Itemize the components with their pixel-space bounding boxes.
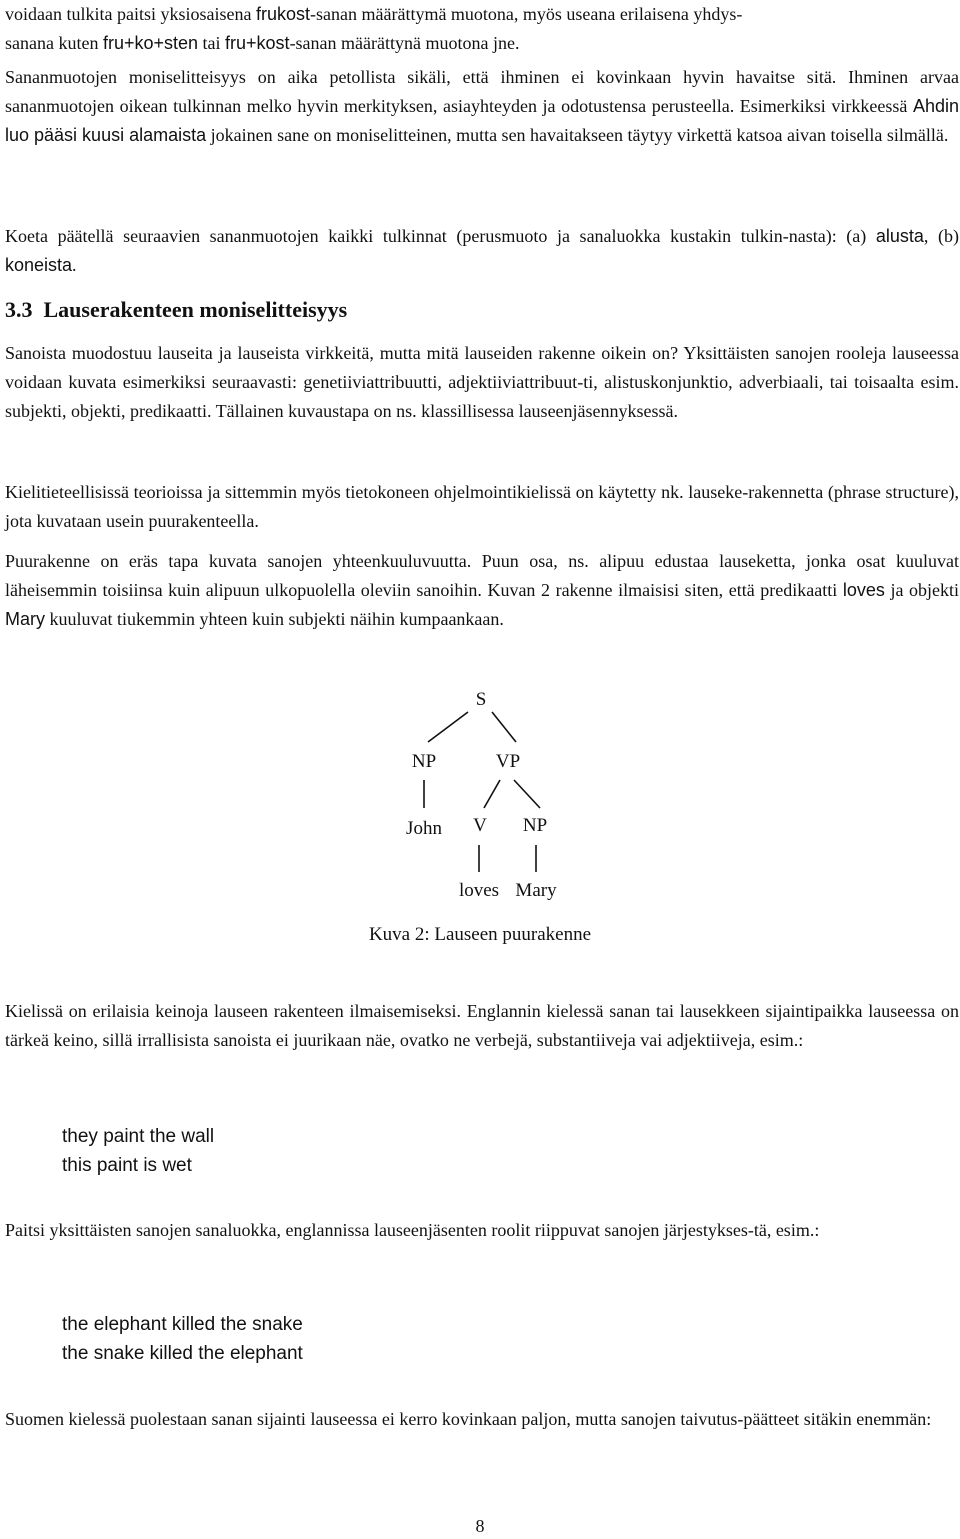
figure-caption: Kuva 2: Lauseen puurakenne: [368, 924, 592, 945]
paragraph-tree-description: Puurakenne on eräs tapa kuvata sanojen yhteenkuuluvuutta. Puun osa, ns. alipuu edustaa lauseketta, jonka osat kuuluvat läheisemmin toisiinsa kuin alipuun ulkopuolella oleviin sanoihin. Kuvan 2 rakenne ilmaisisi siten, että predikaatti loves ja objekti Mary kuuluvat tiukemmin yhteen kuin subjekti näihin kumpaankaan.: [5, 551, 959, 629]
example-word: Mary: [5, 609, 45, 629]
example-word: alusta: [875, 226, 924, 246]
tree-node-mary: Mary: [515, 880, 557, 901]
example-word: koneista: [5, 255, 73, 275]
tree-node-s: S: [475, 689, 487, 710]
paragraph-finnish: Suomen kielessä puolestaan sanan sijainti lauseessa ei kerro kovinkaan paljon, mutta sanojen taivutus-päätteet sitäkin enemmän:: [5, 1409, 932, 1429]
paragraph-intro: voidaan tulkita paitsi yksiosaisena frukost-sanan määrättymä muotona, myös useana erilaisena yhdys- sanana kuten fru+ko+sten tai fru+kost-sanan määrättynä muotona jne.: [5, 4, 743, 53]
section-number: 3.3: [5, 297, 33, 322]
paragraph-word-classes: Paitsi yksittäisten sanojen sanaluokka, englannissa lauseenjäsenten roolit riippuvat sanojen järjestykses-tä, esim.:: [5, 1220, 820, 1240]
edge-vp-v: [484, 780, 500, 808]
tree-node-john: John: [406, 818, 442, 839]
example-list-elephant: [5, 1310, 959, 1368]
edge-s-vp: [492, 712, 516, 742]
paragraph-exercise: Koeta päätellä seuraavien sananmuotojen kaikki tulkinnat (perusmuoto ja sanaluokka kustakin tulkin-nasta): (a) alusta, (b) koneista.: [5, 226, 959, 275]
example-line: they paint the wall: [62, 1126, 215, 1147]
example-list-paint: [5, 1122, 959, 1180]
paragraph-ambiguity: Sananmuotojen moniselitteisyys on aika petollista sikäli, että ihminen ei kovinkaan hyvin havaitse sitä. Ihminen arvaa sananmuotojen oikean tulkinnan melko hyvin merkityksen, asiayhteyden ja odotustensa perusteella. Esimerkiksi virkkeessä Ahdin luo pääsi kuusi alamaista jokainen sane on moniselitteinen, mutta sen havaitakseen täytyy virkettä katsoa aivan toisella silmällä.: [5, 67, 959, 145]
example-line: this paint is wet: [62, 1155, 192, 1176]
edge-s-np: [428, 712, 468, 742]
example-line: the snake killed the elephant: [62, 1343, 303, 1364]
paragraph-word-order: Kielissä on erilaisia keinoja lauseen rakenteen ilmaisemiseksi. Englannin kielessä sanan tai lausekkeen sijaintipaikka lauseessa on tärkeä keino, sillä irrallisista sanoista ei juurikaan näe, ovatko ne verbejä, substantiiveja vai adjektiiveja, esim.:: [5, 1001, 959, 1050]
tree-node-np-object: NP: [522, 815, 548, 836]
paragraph-sentence-structure: Sanoista muodostuu lauseita ja lauseista virkkeitä, mutta mitä lauseiden rakenne oikein on? Yksittäisten sanojen rooleja lauseessa voidaan kuvata esimerkiksi seuraavasti: genetiiviattribuutti, adjektiiviattribuut-ti, alistuskonjunktio, adverbiaali, tai toisaalta esim. subjekti, objekti, predikaatti. Tällainen kuvaustapa on ns. klassillisessa lauseenjäsennyksessä.: [5, 343, 959, 421]
example-line: the elephant killed the snake: [62, 1314, 303, 1335]
tree-node-vp: VP: [495, 751, 521, 772]
section-title: Lauserakenteen moniselitteisyys: [43, 297, 348, 322]
example-word: fru+kost: [225, 33, 290, 53]
example-word: frukost: [255, 4, 310, 24]
example-word: fru+ko+sten: [102, 33, 199, 53]
edge-vp-np: [514, 780, 540, 808]
example-sentence: Ahdin luo pääsi kuusi alamaista: [5, 96, 959, 145]
tree-node-np: NP: [411, 751, 437, 772]
paragraph-phrase-structure: Kielitieteellisissä teorioissa ja sittemmin myös tietokoneen ohjelmointikielissä on käytetty nk. lauseke-rakennetta (phrase structure), jota kuvataan usein puurakenteella.: [5, 482, 959, 531]
tree-node-loves: loves: [458, 880, 500, 901]
example-word: loves: [842, 580, 885, 600]
tree-node-v: V: [473, 815, 487, 836]
page-number: 8: [475, 1516, 485, 1536]
